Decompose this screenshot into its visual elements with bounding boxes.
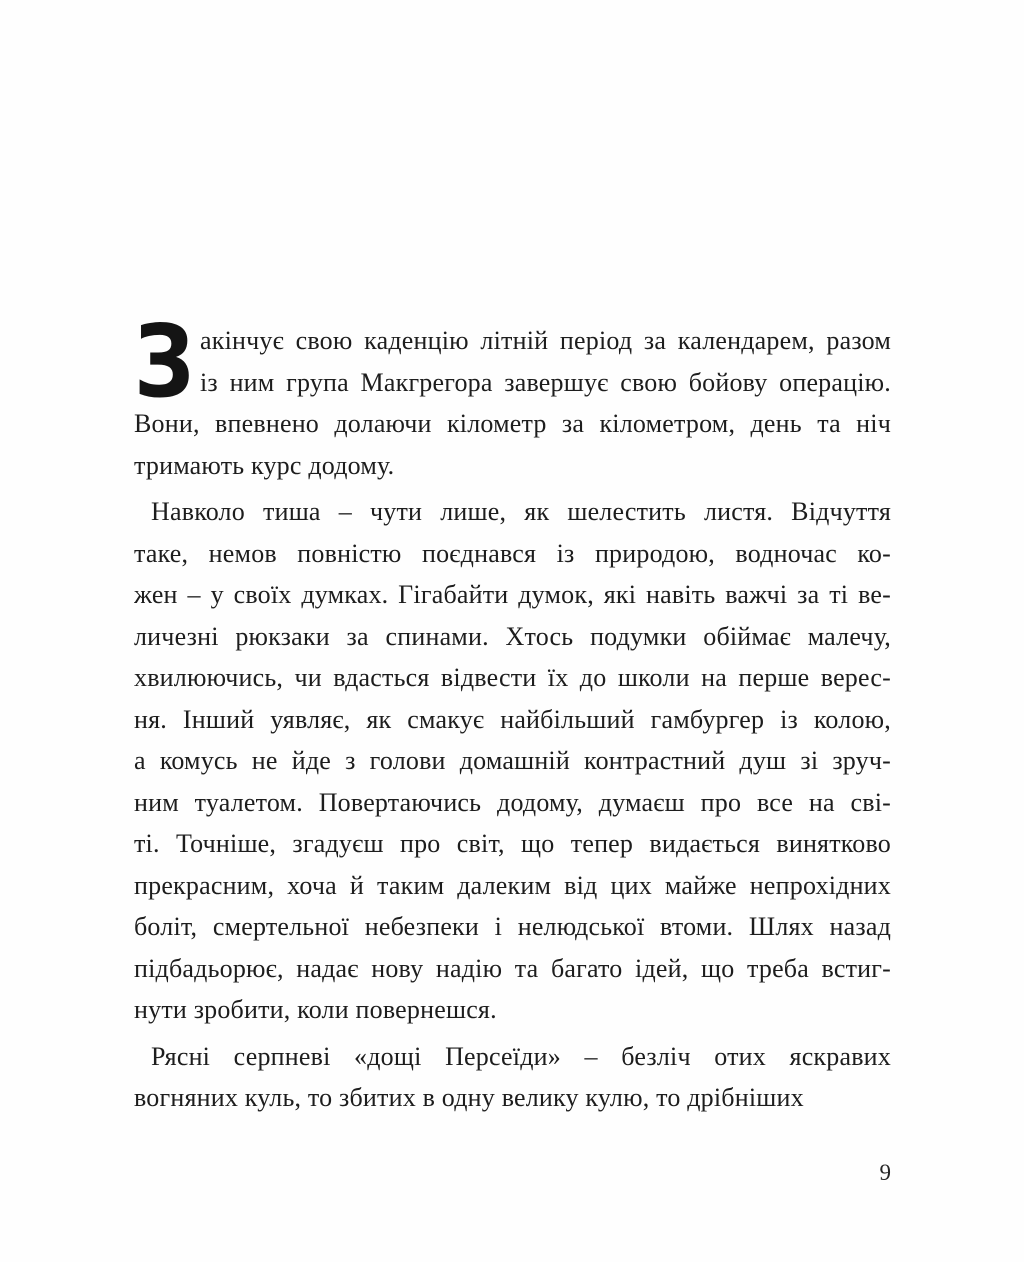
text-line: Вони, впевнено долаючи кілометр за кілометром, день та ніч [134,409,891,438]
paragraph [134,1036,891,1119]
text-line: жен – у своїх думках. Гігабайти думок, які навіть важчі за ті ве- [134,580,891,609]
text-block [134,303,891,1119]
text-line: ті. Точніше, згадуєш про світ, що тепер видається винятково [134,829,891,858]
text-line: тримають курс додому. [134,450,395,480]
text-line: прекрасним, хоча й таким далеким від цих майже непрохідних [134,870,891,900]
text-line: Рясні серпневі «дощі Персеїди» – безліч отих яскравих [151,1041,891,1071]
text-line: акінчує свою каденцію літній період за календарем, разом [200,326,891,355]
text-line: ним туалетом. Повертаючись додому, думаєш про все на сві- [134,787,891,817]
text-line: Навколо тиша – чути лише, як шелестить листя. Відчуття [151,497,891,526]
text-line: нути зробити, коли повернешся. [134,995,497,1024]
text-line: а комусь не йде з голови домашній контрастний душ зі зруч- [134,746,891,775]
page-number: 9 [879,1160,891,1185]
text-line: вогняних куль, то збитих в одну велику кулю, то дрібніших [134,1083,804,1112]
dropcap-letter: З [134,303,195,420]
text-line: із ним група Макгрегора завершує свою бойову операцію. [200,367,891,397]
paragraph [134,491,891,1031]
paragraph [134,303,891,486]
text-line: ня. Інший уявляє, як смакує найбільший гамбургер із колою, [134,704,891,734]
text-line: боліт, смертельної небезпеки і нелюдської втоми. Шлях назад [134,912,891,941]
text-line: хвилюючись, чи вдасться відвести їх до школи на перше верес- [134,663,891,692]
text-line: підбадьорює, надає нову надію та багато ідей, що треба встиг- [134,953,891,983]
text-line: таке, немов повністю поєднався із природою, водночас ко- [134,538,891,568]
text-line: личезні рюкзаки за спинами. Хтось подумки обіймає малечу, [134,621,891,651]
